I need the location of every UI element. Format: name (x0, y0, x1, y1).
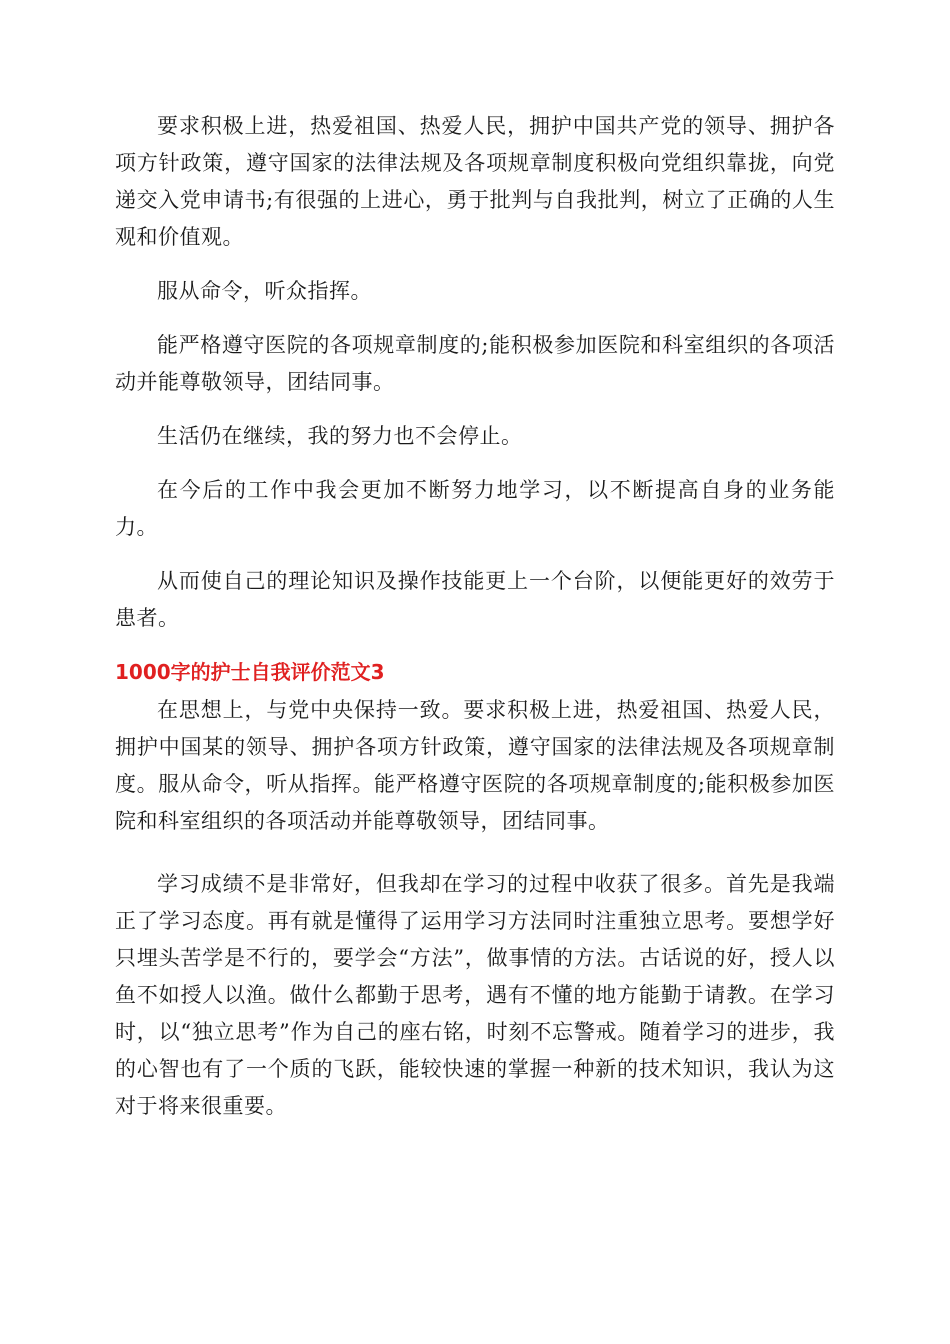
section-2-body (115, 108, 835, 637)
paragraph: 服从命令，听众指挥。 (157, 279, 372, 303)
section-3-body (115, 692, 835, 1125)
paragraph: 能严格遵守医院的各项规章制度的;能积极参加医院和科室组织的各项活动并能尊敬领导，团结同事。 (115, 333, 835, 394)
paragraph: 从而使自己的理论知识及操作技能更上一个台阶，以便能更好的效劳于患者。 (115, 569, 835, 630)
paragraph: 要求积极上进，热爱祖国、热爱人民，拥护中国共产党的领导、拥护各项方针政策，遵守国家的法律法规及各项规章制度积极向党组织靠拢，向党递交入党申请书;有很强的上进心，勇于批判与自我批判，树立了正确的人生观和价值观。 (115, 114, 835, 249)
section-3-heading: 1000字的护士自我评价范文3 (115, 660, 385, 684)
paragraph: 生活仍在继续，我的努力也不会停止。 (157, 424, 523, 448)
document-page (115, 108, 835, 1142)
paragraph: 学习成绩不是非常好，但我却在学习的过程中收获了很多。首先是我端正了学习态度。再有就是懂得了运用学习方法同时注重独立思考。要想学好只埋头苦学是不行的，要学会“方法”，做事情的方法。古话说的好，授人以鱼不如授人以渔。做什么都勤于思考，遇有不懂的地方能勤于请教。在学习时，以“独立思考”作为自己的座右铭，时刻不忘警戒。随着学习的进步，我的心智也有了一个质的飞跃，能较快速的掌握一种新的技术知识，我认为这对于将来很重要。 (115, 872, 835, 1118)
paragraph: 在思想上，与党中央保持一致。要求积极上进，热爱祖国、热爱人民，拥护中国某的领导、拥护各项方针政策，遵守国家的法律法规及各项规章制度。服从命令，听从指挥。能严格遵守医院的各项规章制度的;能积极参加医院和科室组织的各项活动并能尊敬领导，团结同事。 (115, 698, 835, 833)
paragraph: 在今后的工作中我会更加不断努力地学习，以不断提高自身的业务能力。 (115, 478, 835, 539)
